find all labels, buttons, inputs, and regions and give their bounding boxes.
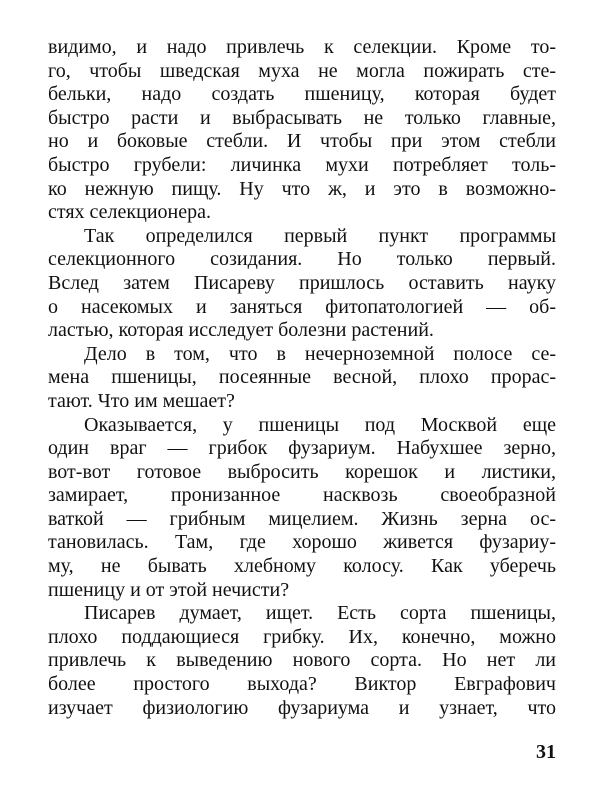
text-line: стях селекционера. (48, 201, 211, 224)
text-line: замирает, пронизанное насквозь своеобразной (48, 484, 556, 507)
text-line: ко нежную пищу. Ну что ж, и это в возможно- (48, 177, 556, 200)
text-line: селекционного созидания. Но только первый. (48, 248, 556, 271)
text-line: мена пшеницы, посеянные весной, плохо прорас- (48, 366, 556, 389)
text-line: Оказывается, у пшеницы под Москвой еще (84, 413, 556, 436)
text-line: Так определился первый пункт программы (84, 224, 556, 247)
text-line: изучает физиологию фузариума и узнает, что (48, 696, 556, 719)
text-line: ластью, которая исследует болезни растений. (48, 319, 434, 342)
text-line: тановилась. Там, где хорошо живется фузариу- (48, 531, 556, 554)
text-line: бельки, надо создать пшеницу, которая будет (48, 83, 556, 106)
text-line: пшеницу и от этой нечисти? (48, 578, 290, 601)
text-line: ваткой — грибным мицелием. Жизнь зерна ос- (48, 507, 556, 530)
text-line: о насекомых и заняться фитопатологией — об- (48, 295, 556, 318)
page-number: 31 (536, 741, 556, 763)
text-line: быстро расти и выбрасывать не только главные, (48, 106, 556, 129)
text-line: видимо, и надо привлечь к селекции. Кроме то- (48, 36, 556, 58)
text-line: плохо поддающиеся грибку. Их, конечно, можно (48, 625, 556, 648)
text-line: го, чтобы шведская муха не могла пожирать сте- (48, 59, 556, 82)
text-line: Писарев думает, ищет. Есть сорта пшеницы, (84, 602, 556, 625)
text-line: тают. Что им мешает? (48, 389, 235, 412)
text-line: вот-вот готовое выбросить корешок и листики, (48, 460, 556, 483)
text-line: му, не бывать хлебному колосу. Как уберечь (48, 555, 556, 578)
text-line: Вслед затем Писареву пришлось оставить науку (48, 271, 556, 294)
text-line: привлечь к выведению нового сорта. Но нет ли (48, 649, 556, 672)
text-line: один враг — грибок фузариум. Набухшее зерно, (48, 437, 556, 460)
text-line: но и боковые стебли. И чтобы при этом стебли (48, 130, 556, 153)
text-line: быстро грубели: личинка мухи потребляет толь- (48, 153, 556, 176)
text-line: более простого выхода? Виктор Евграфович (48, 673, 556, 696)
text-line: Дело в том, что в нечерноземной полосе се- (84, 342, 556, 365)
body-text (48, 36, 556, 720)
